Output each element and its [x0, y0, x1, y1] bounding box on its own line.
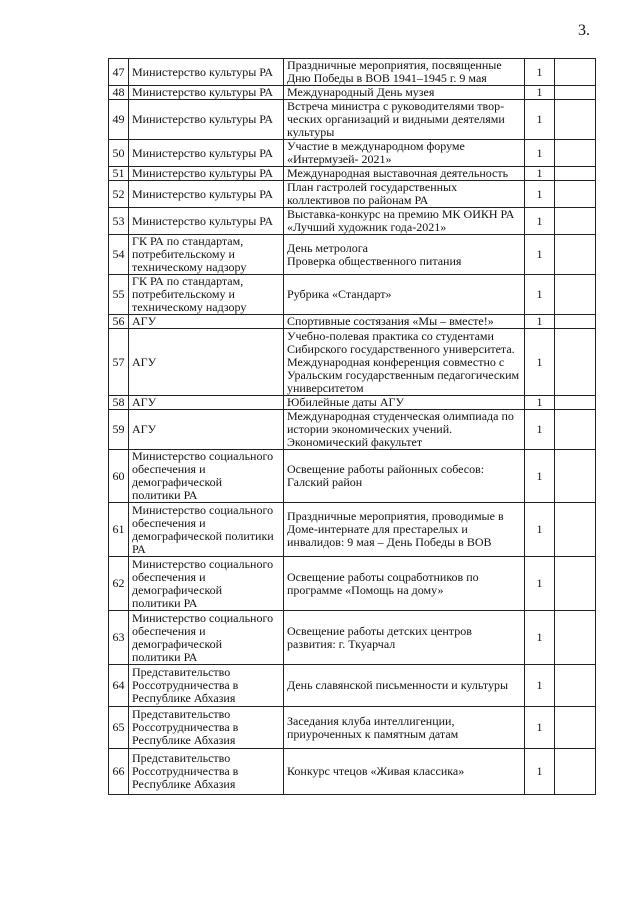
- row-number: 56: [109, 315, 129, 329]
- row-number: 60: [109, 450, 129, 503]
- row-event: Выставка-конкурс на премию МК ОИКН РА «Лучший художник года-2021»: [284, 208, 525, 235]
- table-row: [109, 503, 596, 557]
- row-note: [555, 450, 596, 503]
- table-row: [109, 410, 596, 450]
- table-row: [109, 749, 596, 795]
- row-note: [555, 86, 596, 100]
- table-row: [109, 611, 596, 665]
- row-event: Заседания клуба интеллигенции, приуроченных к памятным датам: [284, 707, 525, 749]
- row-event: Участие в международном форуме «Интермузей- 2021»: [284, 140, 525, 167]
- row-note: [555, 275, 596, 315]
- row-count: 1: [525, 86, 555, 100]
- row-note: [555, 503, 596, 557]
- row-note: [555, 557, 596, 611]
- row-event: Международная студенческая олимпиада по истории экономических учений. Экономический факультет: [284, 410, 525, 450]
- row-count: 1: [525, 140, 555, 167]
- row-event: День метролога Проверка общественного питания: [284, 235, 525, 275]
- row-number: 65: [109, 707, 129, 749]
- row-organization: Представительство Россотрудничества в Республике Абхазия: [129, 707, 284, 749]
- row-event: Праздничные мероприятия, проводимые в Доме-интернате для престарелых и инвалидов: 9 мая – День Победы в ВОВ: [284, 503, 525, 557]
- row-number: 52: [109, 181, 129, 208]
- row-note: [555, 315, 596, 329]
- row-organization: АГУ: [129, 410, 284, 450]
- table-row: [109, 59, 596, 86]
- row-event: Международная выставочная деятельность: [284, 167, 525, 181]
- row-event: Освещение работы районных собесов: Галский район: [284, 450, 525, 503]
- row-count: 1: [525, 275, 555, 315]
- table-row: [109, 181, 596, 208]
- row-number: 47: [109, 59, 129, 86]
- row-count: 1: [525, 611, 555, 665]
- row-organization: ГК РА по стандартам, потребительскому и техническому надзору: [129, 275, 284, 315]
- row-number: 53: [109, 208, 129, 235]
- row-event: Юбилейные даты АГУ: [284, 396, 525, 410]
- row-note: [555, 410, 596, 450]
- row-organization: Министерство социального обеспечения и демографической политики РА: [129, 557, 284, 611]
- row-event: День славянской письменности и культуры: [284, 665, 525, 707]
- table-row: [109, 315, 596, 329]
- row-event: Конкурс чтецов «Живая классика»: [284, 749, 525, 795]
- table-row: [109, 140, 596, 167]
- row-event: Спортивные состязания «Мы – вместе!»: [284, 315, 525, 329]
- row-count: 1: [525, 235, 555, 275]
- row-organization: Представительство Россотрудничества в Республике Абхазия: [129, 665, 284, 707]
- row-count: 1: [525, 410, 555, 450]
- row-organization: Министерство культуры РА: [129, 100, 284, 140]
- row-number: 63: [109, 611, 129, 665]
- row-event: Встреча министра с руководителями твор- ческих организаций и видными деятелями культуры: [284, 100, 525, 140]
- row-count: 1: [525, 503, 555, 557]
- row-number: 48: [109, 86, 129, 100]
- row-number: 58: [109, 396, 129, 410]
- row-organization: Министерство социального обеспечения и демографической политики РА: [129, 450, 284, 503]
- row-organization: Министерство культуры РА: [129, 86, 284, 100]
- row-note: [555, 181, 596, 208]
- table-row: [109, 275, 596, 315]
- row-note: [555, 396, 596, 410]
- row-count: 1: [525, 329, 555, 396]
- row-organization: АГУ: [129, 315, 284, 329]
- table-row: [109, 450, 596, 503]
- table-row: [109, 100, 596, 140]
- row-number: 50: [109, 140, 129, 167]
- table-row: [109, 329, 596, 396]
- row-number: 61: [109, 503, 129, 557]
- row-organization: Министерство культуры РА: [129, 167, 284, 181]
- row-note: [555, 235, 596, 275]
- row-organization: Министерство социального обеспечения и демографической политики РА: [129, 611, 284, 665]
- row-event: Международный День музея: [284, 86, 525, 100]
- table-row: [109, 86, 596, 100]
- row-event: Рубрика «Стандарт»: [284, 275, 525, 315]
- table-row: [109, 208, 596, 235]
- table-row: [109, 557, 596, 611]
- row-number: 62: [109, 557, 129, 611]
- row-number: 49: [109, 100, 129, 140]
- row-organization: АГУ: [129, 396, 284, 410]
- table-row: [109, 396, 596, 410]
- table-row: [109, 167, 596, 181]
- row-note: [555, 140, 596, 167]
- row-note: [555, 611, 596, 665]
- row-number: 51: [109, 167, 129, 181]
- row-count: 1: [525, 100, 555, 140]
- row-note: [555, 749, 596, 795]
- row-count: 1: [525, 396, 555, 410]
- row-number: 57: [109, 329, 129, 396]
- row-number: 55: [109, 275, 129, 315]
- row-organization: ГК РА по стандартам, потребительскому и техническому надзору: [129, 235, 284, 275]
- row-organization: Министерство культуры РА: [129, 181, 284, 208]
- row-note: [555, 100, 596, 140]
- row-count: 1: [525, 450, 555, 503]
- row-note: [555, 208, 596, 235]
- row-count: 1: [525, 749, 555, 795]
- row-event: Освещение работы детских центров развития: г. Ткуарчал: [284, 611, 525, 665]
- row-note: [555, 329, 596, 396]
- row-organization: Министерство культуры РА: [129, 208, 284, 235]
- row-number: 54: [109, 235, 129, 275]
- row-organization: АГУ: [129, 329, 284, 396]
- row-count: 1: [525, 315, 555, 329]
- row-note: [555, 707, 596, 749]
- row-event: План гастролей государственных коллективов по районам РА: [284, 181, 525, 208]
- row-number: 66: [109, 749, 129, 795]
- events-table: [108, 58, 596, 795]
- row-event: Освещение работы соцработников по программе «Помощь на дому»: [284, 557, 525, 611]
- row-note: [555, 167, 596, 181]
- row-count: 1: [525, 181, 555, 208]
- row-count: 1: [525, 665, 555, 707]
- row-number: 64: [109, 665, 129, 707]
- row-organization: Министерство социального обеспечения и демографической политики РА: [129, 503, 284, 557]
- row-event: Праздничные мероприятия, посвященные Дню Победы в ВОВ 1941–1945 г. 9 мая: [284, 59, 525, 86]
- row-organization: Министерство культуры РА: [129, 59, 284, 86]
- row-note: [555, 665, 596, 707]
- row-count: 1: [525, 557, 555, 611]
- row-number: 59: [109, 410, 129, 450]
- row-count: 1: [525, 167, 555, 181]
- row-organization: Представительство Россотрудничества в Республике Абхазия: [129, 749, 284, 795]
- row-count: 1: [525, 707, 555, 749]
- table-row: [109, 707, 596, 749]
- row-organization: Министерство культуры РА: [129, 140, 284, 167]
- row-note: [555, 59, 596, 86]
- row-count: 1: [525, 59, 555, 86]
- row-event: Учебно-полевая практика со студентами Сибирского государственного университета. Международная конференция совместно с Уральским государственным педагогическим университетом: [284, 329, 525, 396]
- table-row: [109, 665, 596, 707]
- page-number: 3.: [578, 22, 590, 39]
- table-row: [109, 235, 596, 275]
- row-count: 1: [525, 208, 555, 235]
